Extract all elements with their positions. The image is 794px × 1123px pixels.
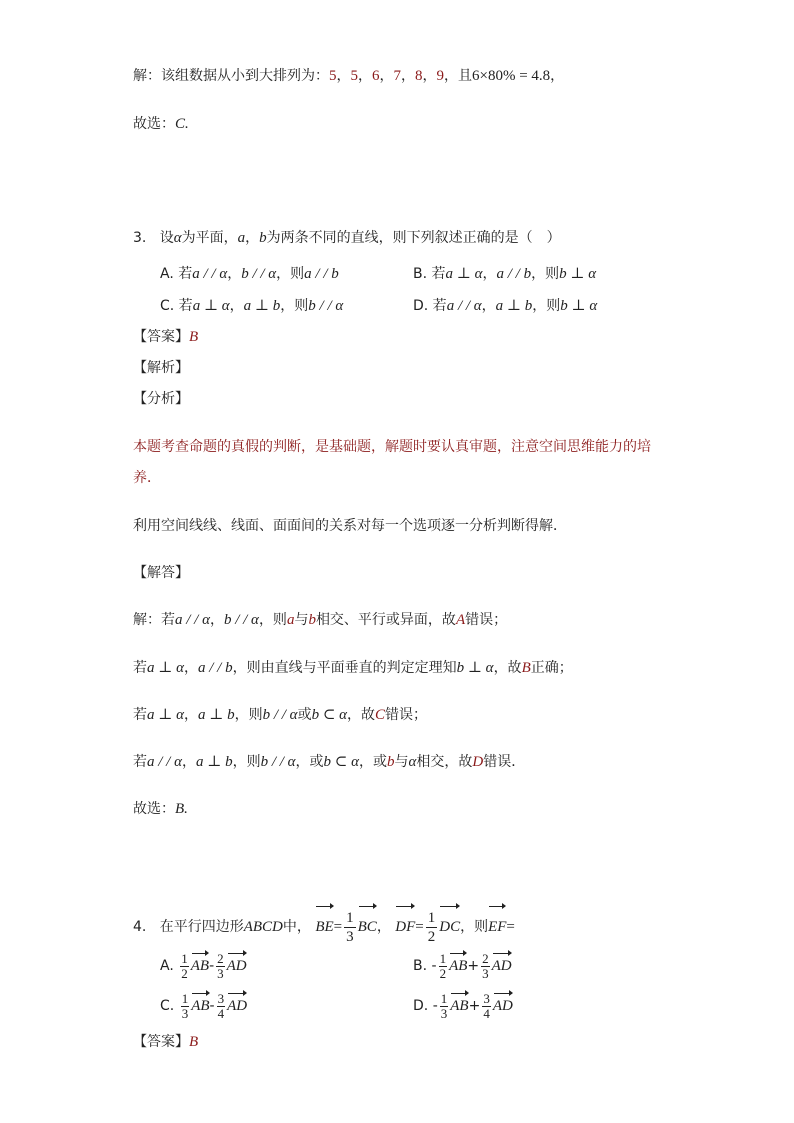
- vector-bc: BC: [358, 903, 377, 945]
- q3-jieda-tag: 【解答】: [133, 565, 189, 581]
- fraction-one-half: $\frac{1}{2}$: [427, 909, 436, 945]
- q3-option-a: A. 若a / / α，b / / α，则a / / b: [160, 266, 339, 282]
- q2-solution-line: 解：该组数据从小到大排列为：5，5，6，7，8，9，且6×80% = 4.8，: [133, 68, 565, 84]
- q3-option-d: D. 若a / / α，a ⊥ b，则b ⊥ α: [413, 298, 598, 314]
- q4-option-a: A. $\frac{1}{2}$ AB- $\frac{2}{3}$ AD: [160, 950, 247, 981]
- q3-fenxi-line1: 本题考查命题的真假的判断，是基础题，解题时要认真审题，注意空间思维能力的培: [133, 439, 651, 455]
- vector-df: DF: [395, 903, 415, 945]
- vector-dc: DC: [439, 903, 460, 945]
- q3-solution-2: 若a ⊥ α，a / / b，则由直线与平面垂直的判定定理知b ⊥ α，故B正确；: [133, 660, 573, 676]
- q3-fenxi-line2: 养．: [133, 470, 161, 486]
- vector-be: BE: [315, 903, 333, 945]
- q4-option-b: B. - $\frac{1}{2}$ AB+ $\frac{2}{3}$ AD: [413, 950, 512, 981]
- q3-solution-1: 解：若a / / α，b / / α，则a与b相交、平行或异面，故A错误；: [133, 612, 508, 628]
- q3-analysis-tag: 【解析】: [133, 360, 189, 376]
- q3-option-c: C. 若a ⊥ α，a ⊥ b，则b / / α: [160, 298, 344, 314]
- q4-option-d: D. - $\frac{1}{3}$ AB+ $\frac{3}{4}$ AD: [413, 990, 513, 1021]
- q3-solution-4: 若a / / α，a ⊥ b，则b / / α，或b ⊂ α，或b与α相交，故D错误．: [133, 754, 526, 770]
- q2-choose-line: 故选：C.: [133, 116, 189, 132]
- q3-answer: 【答案】B: [133, 329, 199, 345]
- q3-fenxi-tag: 【分析】: [133, 391, 189, 407]
- q3-choose-line: 故选：B.: [133, 801, 188, 817]
- q4-answer: 【答案】B: [133, 1034, 199, 1050]
- vector-ef: EF: [488, 903, 506, 945]
- q3-option-b: B. 若a ⊥ α，a / / b，则b ⊥ α: [413, 266, 597, 282]
- q3-solution-3: 若a ⊥ α，a ⊥ b，则b / / α或b ⊂ α，故C错误；: [133, 707, 428, 723]
- q4-stem: 4. 在平行四边形ABCD中， BE= $\frac{1}{3}$ BC， DF= $\frac{1}{2}$ DC，则EF=: [133, 903, 515, 946]
- fraction-one-third: $\frac{1}{3}$: [346, 909, 354, 945]
- q4-option-c: C. $\frac{1}{3}$ AB- $\frac{3}{4}$ AD: [160, 990, 248, 1021]
- q3-method: 利用空间线线、线面、面面间的关系对每一个选项逐一分析判断得解．: [133, 518, 567, 534]
- q3-stem: 3. 设α为平面，a，b为两条不同的直线，则下列叙述正确的是（ ）: [133, 230, 561, 246]
